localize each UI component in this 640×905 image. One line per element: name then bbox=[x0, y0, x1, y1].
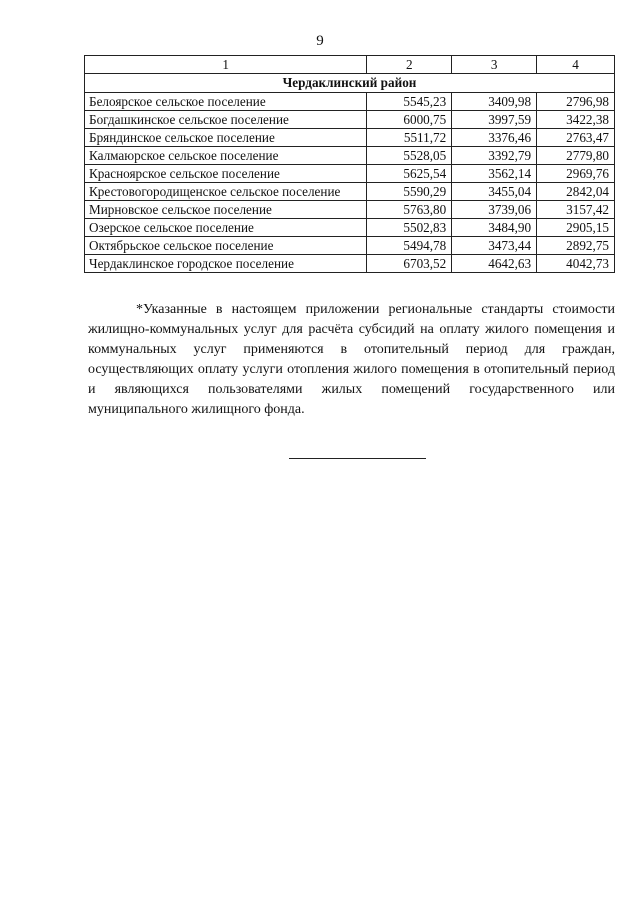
table-header-row bbox=[85, 56, 615, 74]
table-row bbox=[85, 165, 615, 183]
table-row bbox=[85, 111, 615, 129]
table-row bbox=[85, 129, 615, 147]
value-col-4: 3157,42 bbox=[537, 201, 615, 219]
value-col-2: 5528,05 bbox=[367, 147, 452, 165]
settlement-name: Бряндинское сельское поселение bbox=[85, 129, 367, 147]
value-col-4: 2796,98 bbox=[537, 93, 615, 111]
value-col-3: 4642,63 bbox=[452, 255, 537, 273]
table-row bbox=[85, 219, 615, 237]
value-col-4: 4042,73 bbox=[537, 255, 615, 273]
region-row bbox=[85, 74, 615, 93]
value-col-2: 5545,23 bbox=[367, 93, 452, 111]
value-col-3: 3473,44 bbox=[452, 237, 537, 255]
table-row bbox=[85, 255, 615, 273]
footnote-paragraph: *Указанные в настоящем приложении региональные стандарты стоимости жилищно-коммунальных услуг для расчёта субсидий на оплату жилого помещения и коммунальных услуг применяются в отопительный период для граждан, осуществляющих оплату услуги отопления жилого помещения в отопительный период и являющихся пользователями жилых помещений государственного или муниципального жилищного фонда. bbox=[88, 302, 615, 417]
value-col-2: 6000,75 bbox=[367, 111, 452, 129]
table-row bbox=[85, 237, 615, 255]
end-divider-line bbox=[289, 458, 426, 459]
settlement-name: Крестовогородищенское сельское поселение bbox=[85, 183, 367, 201]
value-col-3: 3739,06 bbox=[452, 201, 537, 219]
settlement-name: Богдашкинское сельское поселение bbox=[85, 111, 367, 129]
value-col-4: 2892,75 bbox=[537, 237, 615, 255]
value-col-2: 5763,80 bbox=[367, 201, 452, 219]
settlement-name: Октябрьское сельское поселение bbox=[85, 237, 367, 255]
value-col-4: 2763,47 bbox=[537, 129, 615, 147]
settlement-name: Белоярское сельское поселение bbox=[85, 93, 367, 111]
table-row bbox=[85, 147, 615, 165]
value-col-2: 5511,72 bbox=[367, 129, 452, 147]
value-col-3: 3376,46 bbox=[452, 129, 537, 147]
settlement-name: Калмаюрское сельское поселение bbox=[85, 147, 367, 165]
page-number: 9 bbox=[316, 33, 324, 49]
column-number-2: 2 bbox=[367, 56, 452, 74]
value-col-2: 6703,52 bbox=[367, 255, 452, 273]
value-col-3: 3409,98 bbox=[452, 93, 537, 111]
value-col-2: 5502,83 bbox=[367, 219, 452, 237]
value-col-4: 2905,15 bbox=[537, 219, 615, 237]
region-name: Чердаклинский район bbox=[85, 74, 615, 93]
value-col-3: 3997,59 bbox=[452, 111, 537, 129]
value-col-2: 5625,54 bbox=[367, 165, 452, 183]
table-row bbox=[85, 201, 615, 219]
value-col-2: 5590,29 bbox=[367, 183, 452, 201]
column-number-1: 1 bbox=[85, 56, 367, 74]
subsidy-standards-table bbox=[84, 55, 615, 273]
settlement-name: Чердаклинское городское поселение bbox=[85, 255, 367, 273]
value-col-4: 3422,38 bbox=[537, 111, 615, 129]
value-col-3: 3392,79 bbox=[452, 147, 537, 165]
settlement-name: Мирновское сельское поселение bbox=[85, 201, 367, 219]
table-row bbox=[85, 183, 615, 201]
column-number-3: 3 bbox=[452, 56, 537, 74]
value-col-4: 2779,80 bbox=[537, 147, 615, 165]
column-number-4: 4 bbox=[537, 56, 615, 74]
settlement-name: Озерское сельское поселение bbox=[85, 219, 367, 237]
table-row bbox=[85, 93, 615, 111]
value-col-3: 3484,90 bbox=[452, 219, 537, 237]
value-col-3: 3455,04 bbox=[452, 183, 537, 201]
value-col-3: 3562,14 bbox=[452, 165, 537, 183]
settlement-name: Красноярское сельское поселение bbox=[85, 165, 367, 183]
value-col-2: 5494,78 bbox=[367, 237, 452, 255]
value-col-4: 2842,04 bbox=[537, 183, 615, 201]
value-col-4: 2969,76 bbox=[537, 165, 615, 183]
